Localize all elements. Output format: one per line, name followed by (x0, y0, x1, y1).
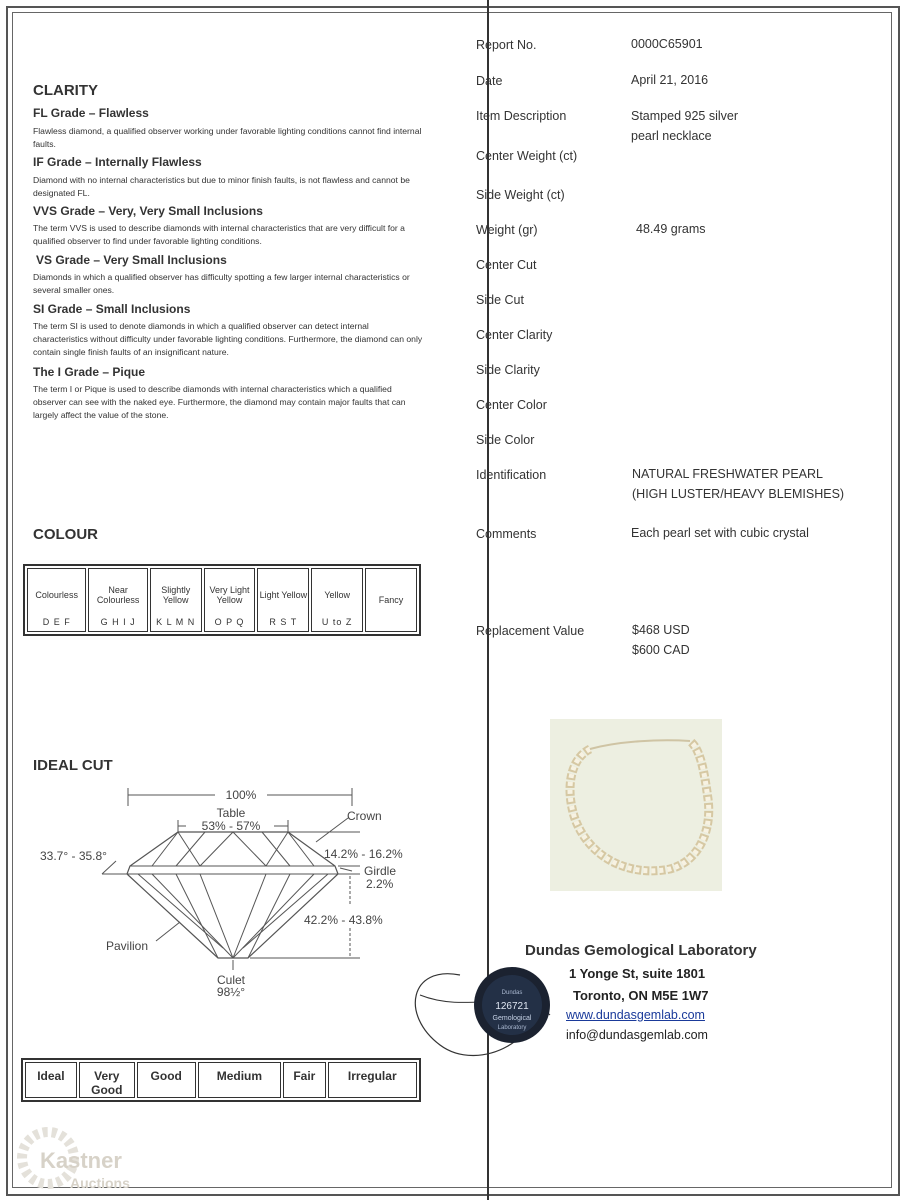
cut-grade-cell: Very Good (79, 1062, 135, 1098)
table-range: 53% - 57% (201, 819, 261, 833)
cut-grade-table (21, 1058, 421, 1102)
field-label: Center Color (476, 398, 547, 412)
hologram-line1: Dundas (501, 990, 523, 996)
field-label: Center Clarity (476, 328, 553, 342)
lab-address-2: Toronto, ON M5E 1W7 (573, 988, 709, 1003)
pavilion-depth: 42.2% - 43.8% (304, 913, 383, 927)
colour-name: Very Light Yellow (209, 585, 250, 605)
grade-heading-vvs: VVS Grade – Very, Very Small Inclusions (33, 204, 263, 218)
grade-text-vs: Diamonds in which a qualified observer has difficulty spotting a few larger internal characteristics or several smaller ones. (33, 272, 410, 295)
clarity-title: CLARITY (33, 82, 98, 99)
grade-heading-si: SI Grade – Small Inclusions (33, 302, 191, 316)
pavilion-label: Pavilion (106, 939, 149, 953)
field-label: Center Weight (ct) (476, 149, 578, 163)
lab-name: Dundas Gemological Laboratory (525, 942, 757, 959)
field-label: Side Color (476, 433, 535, 447)
hologram-line3: Laboratory (497, 1025, 527, 1031)
field-label: Comments (476, 527, 537, 541)
girdle-value: 2.2% (366, 877, 394, 891)
necklace-photo (550, 719, 722, 891)
crown-angle: 33.7° - 35.8° (40, 849, 107, 863)
colour-range: G H I J (100, 617, 136, 627)
girdle-label: Girdle (364, 864, 397, 878)
grade-text-if: Diamond with no internal characteristics but due to minor finish faults, is not flawless and cannot be designated FL. (33, 175, 410, 198)
grade-heading-fl: FL Grade – Flawless (33, 106, 149, 120)
cut-grade-cell: Medium (198, 1062, 282, 1098)
lab-address-1: 1 Yonge St, suite 1801 (569, 966, 706, 981)
culet-label: Culet (216, 973, 246, 987)
field-value: Each pearl set with cubic crystal (631, 526, 809, 540)
field-label: Side Weight (ct) (476, 188, 565, 202)
colour-cell (257, 568, 309, 632)
field-label: Center Cut (476, 258, 537, 272)
cut-grade-cell: Irregular (328, 1062, 417, 1098)
hologram-seal (400, 955, 580, 1085)
colour-cell (27, 568, 86, 632)
colour-cell (311, 568, 363, 632)
cut-grade-cell: Good (137, 1062, 196, 1098)
colour-name: Colourless (35, 590, 78, 600)
watermark-line1: Kastner (40, 1148, 122, 1173)
field-label: Report No. (476, 38, 537, 52)
hologram-number: 126721 (495, 1001, 529, 1012)
field-value: 48.49 grams (636, 222, 706, 236)
colour-name: Near Colourless (96, 585, 140, 605)
colour-cell-fancy: Fancy (365, 568, 417, 632)
cut-grade-cell: Fair (283, 1062, 325, 1098)
cut-grade-cell: Ideal (25, 1062, 77, 1098)
crown-label: Crown (347, 809, 382, 823)
table-label: Table (216, 806, 246, 820)
watermark-line2: Auctions (70, 1175, 130, 1191)
lab-email: info@dundasgemlab.com (566, 1028, 708, 1042)
grade-text-i: The term I or Pique is used to describe diamonds with internal characteristics which a qualified observer can see with the naked eye. Furthermore, the diamond may contain major faults that can largely affect the value of the stone. (33, 384, 406, 420)
kastner-watermark (10, 1120, 150, 1196)
colour-name: Slightly Yellow (161, 585, 191, 605)
colour-cell (204, 568, 256, 632)
colour-range: R S T (269, 617, 298, 627)
field-label: Side Clarity (476, 363, 540, 377)
field-label: Item Description (476, 109, 567, 123)
grade-text-si: The term SI is used to denote diamonds in which a qualified observer can detect internal characteristics without difficulty under favorable lighting conditions. Furthermore, the diamond can only contain single finish faults of an insignificant nature. (33, 321, 423, 357)
field-value: 0000C65901 (631, 37, 703, 51)
grade-text-fl: Flawless diamond, a qualified observer working under favorable lighting conditions cannot find internal faults. (33, 126, 422, 149)
colour-cell (88, 568, 147, 632)
colour-range: U to Z (321, 617, 353, 627)
field-label: Date (476, 74, 503, 88)
colour-title: COLOUR (33, 526, 98, 543)
field-label: Identification (476, 468, 547, 482)
grade-heading-i: The I Grade – Pique (33, 365, 146, 379)
colour-range: K L M N (156, 617, 196, 627)
diamond-diagram (30, 778, 450, 1008)
field-value: Stamped 925 silver pearl necklace (631, 109, 739, 143)
field-value: $468 USD $600 CAD (632, 623, 690, 657)
grade-heading-vs: VS Grade – Very Small Inclusions (36, 253, 227, 267)
colour-range: O P Q (214, 617, 245, 627)
field-value: NATURAL FRESHWATER PEARL (HIGH LUSTER/HEAVY BLEMISHES) (632, 467, 845, 501)
field-value: April 21, 2016 (631, 73, 709, 87)
field-label: Side Cut (476, 293, 524, 307)
colour-cell (150, 568, 202, 632)
width-label: 100% (225, 788, 257, 802)
colour-table (23, 564, 421, 636)
ideal-cut-title: IDEAL CUT (33, 757, 113, 774)
field-label: Replacement Value (476, 624, 585, 638)
grade-text-vvs: The term VVS is used to describe diamonds with internal characteristics that are very difficult for a qualified observer to find under favorable lighting conditions. (33, 223, 405, 246)
field-label: Weight (gr) (476, 223, 538, 237)
colour-name: Light Yellow (259, 590, 308, 600)
hologram-line2: Gemological (492, 1015, 532, 1022)
culet-value: 98½° (216, 985, 246, 999)
grade-heading-if: IF Grade – Internally Flawless (33, 155, 202, 169)
colour-name: Yellow (324, 590, 351, 600)
lab-website-link[interactable]: www.dundasgemlab.com (566, 1008, 705, 1022)
crown-height: 14.2% - 16.2% (324, 847, 403, 861)
colour-range: D E F (42, 617, 71, 627)
